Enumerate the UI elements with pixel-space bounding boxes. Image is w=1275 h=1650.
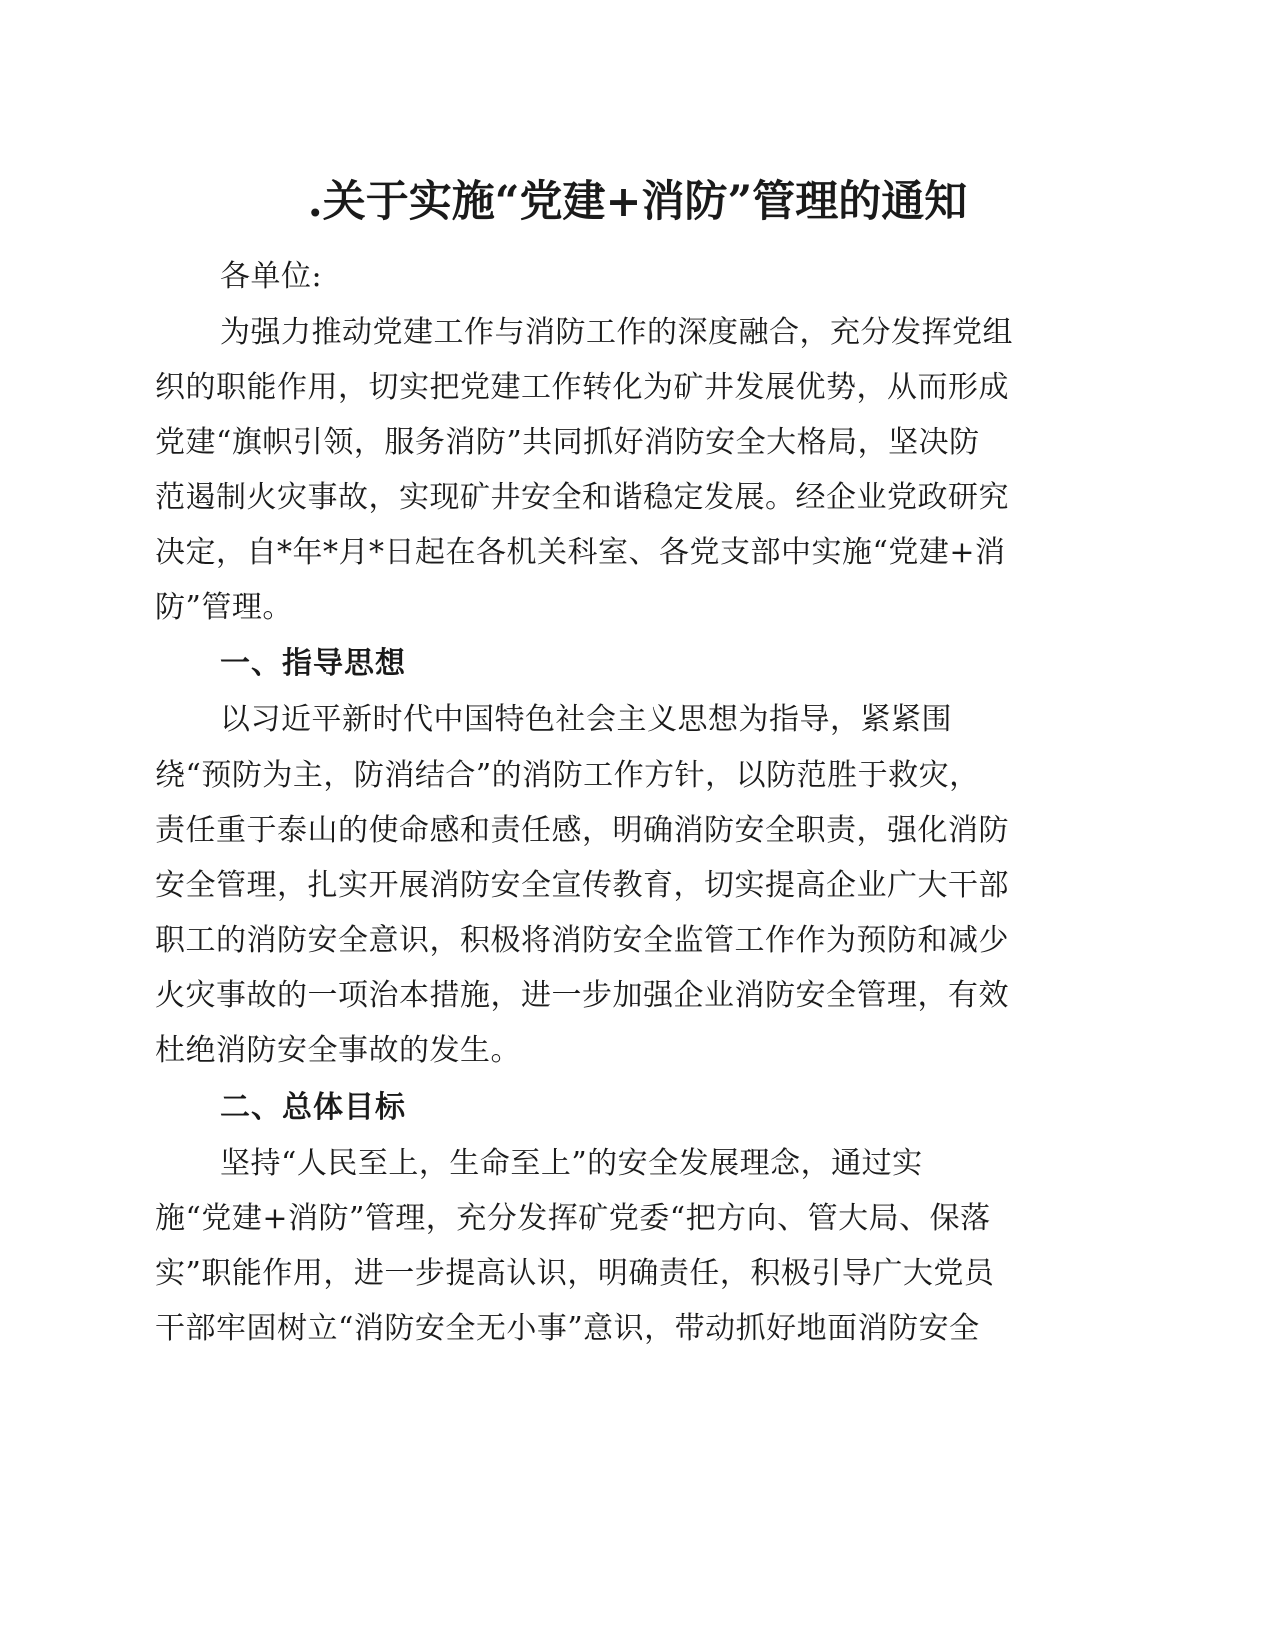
document-title: .关于实施“党建+消防”管理的通知 (307, 177, 968, 227)
section2-line: 干部牢固树立“消防安全无小事”意识，带动抓好地面消防安全 (155, 1311, 980, 1346)
section1-line: 职工的消防安全意识，积极将消防安全监管工作作为预防和减少 (155, 923, 1009, 958)
section2-line: 实”职能作用，进一步提高认识，明确责任，积极引导广大党员 (155, 1256, 995, 1291)
section2-line: 坚持“人民至上，生命至上”的安全发展理念，通过实 (220, 1146, 923, 1181)
section1-line: 火灾事故的一项治本措施，进一步加强企业消防安全管理，有效 (155, 978, 1009, 1013)
intro-line: 织的职能作用，切实把党建工作转化为矿井发展优势，从而形成 (155, 370, 1009, 405)
intro-line: 为强力推动党建工作与消防工作的深度融合，充分发挥党组 (220, 315, 1013, 350)
section-heading: 二、总体目标 (220, 1090, 406, 1125)
intro-line: 防”管理。 (155, 590, 293, 625)
intro-line: 决定，自*年*月*日起在各机关科室、各党支部中实施“党建+消 (155, 535, 1006, 570)
section1-line: 安全管理，扎实开展消防安全宣传教育，切实提高企业广大干部 (155, 868, 1009, 903)
section1-line: 绕“预防为主，防消结合”的消防工作方针，以防范胜于救灾， (155, 758, 980, 793)
intro-line: 范遏制火灾事故，实现矿井安全和谐稳定发展。经企业党政研究 (155, 480, 1009, 515)
section1-line: 责任重于泰山的使命感和责任感，明确消防安全职责，强化消防 (155, 813, 1009, 848)
section-heading: 一、指导思想 (220, 646, 406, 681)
intro-line: 党建“旗帜引领，服务消防”共同抓好消防安全大格局，坚决防 (155, 425, 980, 460)
section1-line: 以习近平新时代中国特色社会主义思想为指导，紧紧围 (220, 702, 952, 737)
section1-line: 杜绝消防安全事故的发生。 (155, 1033, 521, 1068)
section2-line: 施“党建+消防”管理，充分发挥矿党委“把方向、管大局、保落 (155, 1201, 991, 1236)
salutation: 各单位: (220, 259, 323, 294)
